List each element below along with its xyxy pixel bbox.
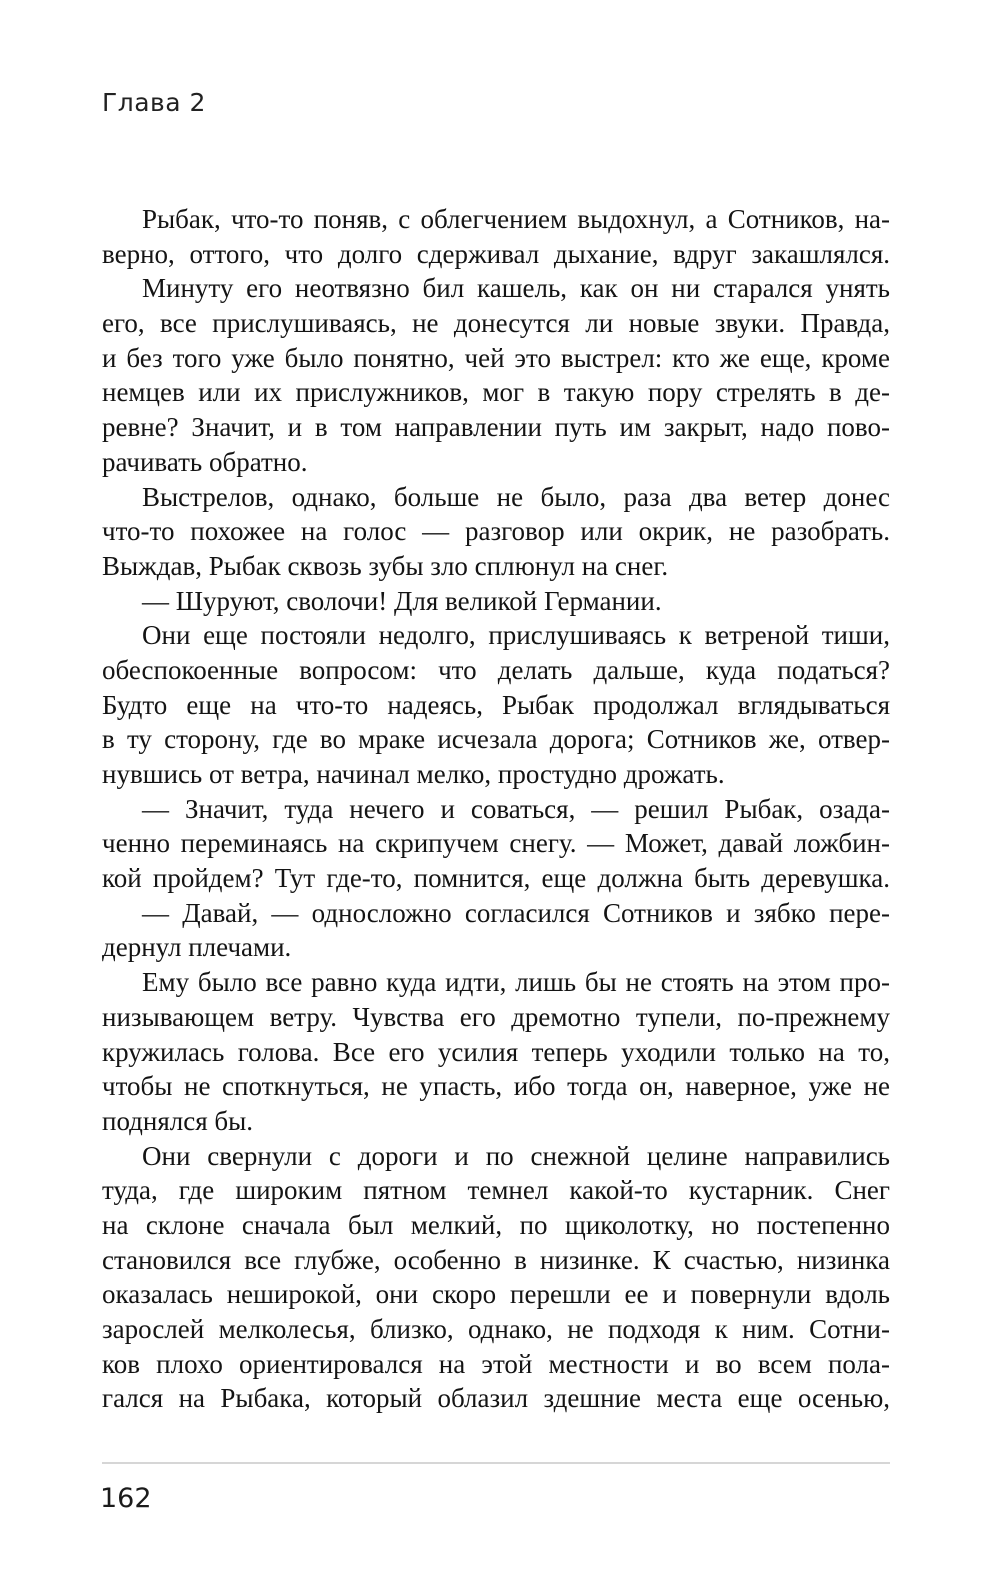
text-line: немцев или их прислужников, мог в такую пору стрелять в де-: [102, 377, 890, 408]
text-line: кой пройдем? Тут где-то, помнится, еще должна быть деревушка.: [102, 863, 890, 894]
text-line: туда, где широким пятном темнел какой-то кустарник. Снег: [102, 1175, 890, 1206]
text-line: что-то похожее на голос — разговор или окрик, не разобрать.: [102, 516, 890, 547]
text-line: — Давай, — односложно согласился Сотников и зябко пере-: [142, 897, 890, 928]
body-text: [102, 202, 890, 1416]
text-line: Рыбак, что-то поняв, с облегчением выдохнул, а Сотников, на-: [142, 204, 890, 234]
page-number: 162: [100, 1483, 152, 1514]
text-line: зарослей мелколесья, близко, однако, не подходя к ним. Сотни-: [102, 1314, 890, 1344]
text-line: и без того уже было понятно, чей это выстрел: кто же еще, кроме: [102, 342, 890, 373]
text-line: Они свернули с дороги и по снежной целине направились: [142, 1140, 890, 1171]
text-line: Ему было все равно куда идти, лишь бы не стоять на этом про-: [142, 967, 890, 998]
text-line: дернул плечами.: [102, 932, 292, 963]
text-line: верно, оттого, что долго сдерживал дыхание, вдруг закашлялся.: [102, 238, 890, 269]
text-line: низывающем ветру. Чувства его дремотно тупели, по-прежнему: [102, 1001, 890, 1032]
text-line: рачивать обратно.: [102, 446, 308, 477]
text-line: становился все глубже, особенно в низинке. К счастью, низинка: [102, 1244, 890, 1275]
text-line: Выстрелов, однако, больше не было, раза два ветер донес: [142, 481, 890, 512]
text-line: Они еще постояли недолго, прислушиваясь к ветреной тиши,: [142, 620, 890, 651]
text-line: гался на Рыбака, который облазил здешние места еще осенью,: [102, 1383, 890, 1414]
text-line: — Значит, туда нечего и соваться, — решил Рыбак, озада-: [142, 793, 890, 824]
text-line: ченно переминаясь на скрипучем снегу. — Может, давай ложбин-: [102, 828, 890, 859]
text-line: ревне? Значит, и в том направлении путь им закрыт, надо пово-: [102, 412, 890, 443]
text-line: обеспокоенные вопросом: что делать дальше, куда податься?: [102, 654, 890, 685]
text-line: ков плохо ориентировался на этой местности и во всем пола-: [102, 1348, 890, 1379]
text-line: Выждав, Рыбак сквозь зубы зло сплюнул на снег.: [102, 550, 669, 581]
text-line: Минуту его неотвязно бил кашель, как он ни старался унять: [142, 273, 890, 304]
text-line: чтобы не споткнуться, не упасть, ибо тогда он, наверное, уже не: [102, 1071, 890, 1102]
text-line: кружилась голова. Все его усилия теперь уходили только на то,: [102, 1036, 890, 1067]
running-head: Глава 2: [102, 88, 206, 117]
text-line: оказалась неширокой, они скоро перешли ее и повернули вдоль: [102, 1279, 890, 1310]
text-line: Будто еще на что-то надеясь, Рыбак продолжал вглядываться: [102, 689, 890, 720]
text-line: нувшись от ветра, начинал мелко, простудно дрожать.: [102, 759, 725, 789]
footer-divider: [102, 1462, 890, 1464]
text-line: — Шуруют, сволочи! Для великой Германии.: [142, 585, 662, 616]
text-line: в ту сторону, где во мраке исчезала дорога; Сотников же, отвер-: [102, 724, 890, 755]
text-line: на склоне сначала был мелкий, по щиколотку, но постепенно: [102, 1209, 890, 1240]
text-line: его, все прислушиваясь, не донесутся ли новые звуки. Правда,: [102, 308, 890, 339]
text-line: поднялся бы.: [102, 1105, 254, 1136]
